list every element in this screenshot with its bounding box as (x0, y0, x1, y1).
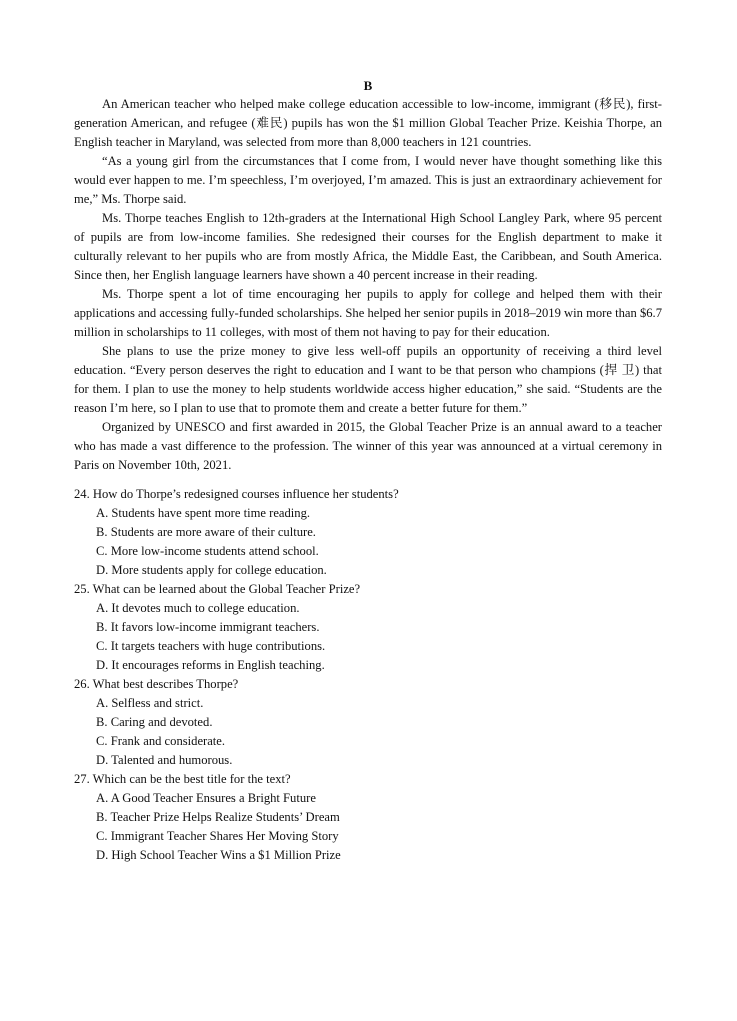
question-24 (74, 485, 662, 580)
answer-option: D. More students apply for college education. (96, 563, 327, 577)
answer-option: B. Caring and devoted. (96, 715, 213, 729)
answer-option: D. It encourages reforms in English teaching. (96, 658, 325, 672)
passage-paragraph: Organized by UNESCO and first awarded in 2015, the Global Teacher Prize is an annual award to a teacher who has made a vast difference to the profession. The winner of this year was announced at a virtual ceremony in Paris on November 10th, 2021. (74, 420, 662, 472)
answer-option: A. Students have spent more time reading. (96, 506, 311, 520)
answer-option: C. It targets teachers with huge contributions. (96, 639, 326, 653)
passage-paragraph: She plans to use the prize money to give less well-off pupils an opportunity of receiving a third level education. “Every person deserves the right to education and I want to be that person who champions (捍 卫) that for them. I plan to use the money to help students worldwide access higher education,” she said. “Students are the reason I’m here, so I plan to use that to promote them and create a better future for them.” (74, 344, 662, 415)
passage-paragraph: Ms. Thorpe teaches English to 12th-graders at the International High School Langley Park, where 95 percent of pupils are from low-income families. She redesigned their courses for the English department to make it culturally relevant to her pupils who are from mostly Africa, the Middle East, the Caribbean, and South America. Since then, her English language learners have shown a 40 percent increase in their reading. (74, 211, 662, 282)
answer-option: B. Teacher Prize Helps Realize Students’ Dream (96, 810, 340, 824)
answer-option: D. High School Teacher Wins a $1 Million Prize (96, 848, 341, 862)
answer-option: B. It favors low-income immigrant teachers. (96, 620, 320, 634)
question-27 (74, 770, 662, 865)
answer-option: C. Frank and considerate. (96, 734, 226, 748)
question-25 (74, 580, 662, 675)
answer-option: A. A Good Teacher Ensures a Bright Future (96, 791, 316, 805)
passage-paragraph: “As a young girl from the circumstances that I come from, I would never have thought something like this would ever happen to me. I’m speechless, I’m overjoyed, I’m amazed. This is just an extraordinary achievement for me,” Ms. Thorpe said. (74, 154, 662, 206)
question-26 (74, 675, 662, 770)
question-stem: 27. Which can be the best title for the text? (74, 772, 291, 786)
question-stem: 25. What can be learned about the Global Teacher Prize? (74, 582, 361, 596)
question-list (74, 485, 662, 865)
document-page (74, 76, 662, 865)
answer-option: A. It devotes much to college education. (96, 601, 300, 615)
question-stem: 26. What best describes Thorpe? (74, 677, 239, 691)
answer-option: C. Immigrant Teacher Shares Her Moving Story (96, 829, 339, 843)
question-stem: 24. How do Thorpe’s redesigned courses influence her students? (74, 487, 399, 501)
answer-option: A. Selfless and strict. (96, 696, 204, 710)
passage-paragraph: An American teacher who helped make college education accessible to low-income, immigrant (移民), first-generation American, and refugee (难民) pupils has won the $1 million Global Teacher Prize. Keishia Thorpe, an English teacher in Maryland, was selected from more than 8,000 teachers in 121 countries. (74, 97, 662, 149)
passage-paragraph: Ms. Thorpe spent a lot of time encouraging her pupils to apply for college and helped them with their applications and accessing fully-funded scholarships. She helped her senior pupils in 2018–2019 win more than $6.7 million in scholarships to 11 colleges, with most of them not having to pay for their education. (74, 287, 662, 339)
section-label: B (363, 78, 373, 93)
passage-body (74, 95, 662, 475)
answer-option: B. Students are more aware of their culture. (96, 525, 316, 539)
answer-option: D. Talented and humorous. (96, 753, 233, 767)
answer-option: C. More low-income students attend school. (96, 544, 319, 558)
